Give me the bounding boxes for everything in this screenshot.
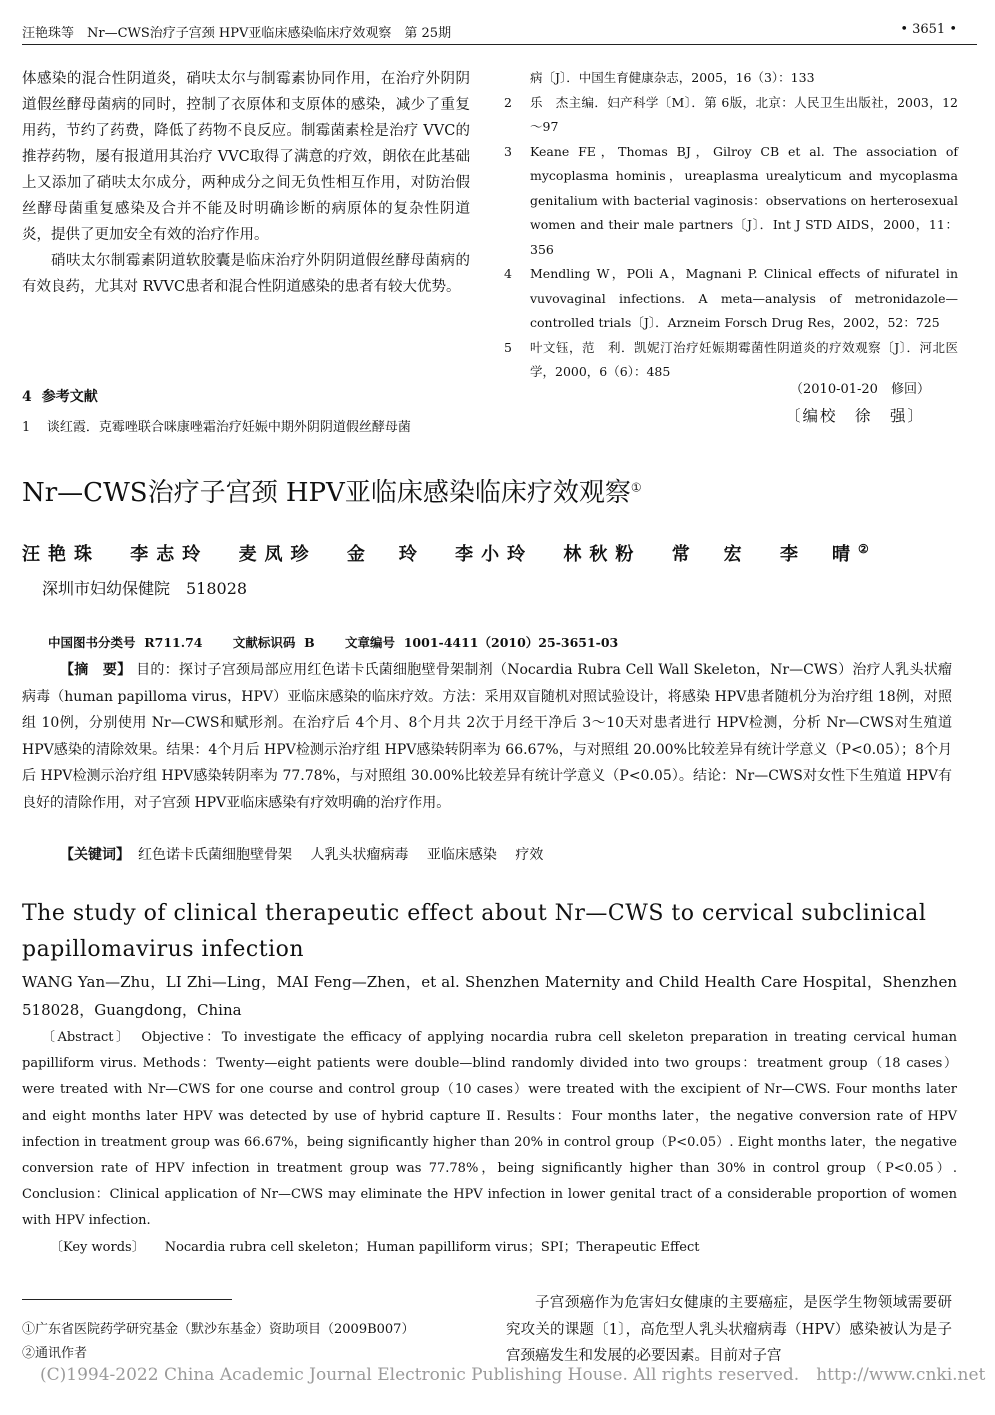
reference-item [500, 262, 958, 336]
editor-note: 〔编校 徐 强〕 [785, 407, 926, 425]
section-number: 4 [22, 389, 32, 405]
affiliation: 深圳市妇幼保健院 518028 [42, 579, 248, 598]
footnote-divider [22, 1299, 232, 1300]
reference-text: 乐 杰主编．妇产科学〔M〕．第 6版，北京：人民卫生出版社，2003，12～97 [530, 94, 958, 134]
doc-code-value: B [304, 635, 315, 650]
author: 李 晴 [779, 544, 858, 565]
reference-item [500, 91, 958, 140]
author: 林秋粉 [563, 544, 642, 565]
chinese-keywords [60, 844, 543, 864]
abstract-label: 【摘 要】 [60, 662, 132, 678]
author: 常 宏 [671, 544, 750, 565]
article-title [22, 472, 982, 509]
reference-number: 5 [504, 339, 512, 355]
abstract-text: 目的：探讨子宫颈局部应用红色诺卡氏菌细胞壁骨架制剂（Nocardia Rubra Cell Wall Skeleton，Nr—CWS）治疗人乳头状瘤病毒（human papilloma virus，HPV）亚临床感染的临床疗效。方法：采用双盲随机对照试验设计，将感染 HPV患者随机分为治疗组 18例，对照组 10例，分别使用 Nr—CWS和赋形剂。在治疗后 4个月、8个月共 2次于月经干净后 3～10天对患者进行 HPV检测，分析 Nr—CWS对生殖道 HPV感染的清除效果。结果：4个月后 HPV检测示治疗组 HPV感染转阴率为 66.67%，与对照组 20.00%比较差异有统计学意义（P<0.05）；8个月后 HPV检测示治疗组 HPV感染转阴率为 77.78%，与对照组 30.00%比较差异有统计学意义（P<0.05）。结论：Nr—CWS对女性下生殖道 HPV有良好的清除作用，对子宫颈 HPV亚临床感染有疗效明确的治疗作用。 [22, 662, 953, 811]
footnote: ②通讯作者 [22, 1346, 88, 1361]
classification-line [48, 633, 618, 651]
page-number: • 3651 • [900, 22, 957, 37]
body-text [506, 1290, 952, 1370]
author: 汪艳珠 [22, 544, 100, 565]
reference-item [500, 140, 958, 263]
references-heading [22, 386, 98, 406]
class-value: R711.74 [144, 635, 203, 650]
article-number-label: 文章编号 [345, 635, 396, 650]
class-label: 中国图书分类号 [48, 635, 136, 650]
keywords-text: Nocardia rubra cell skeleton；Human papilliform virus；SPI；Therapeutic Effect [164, 1240, 700, 1255]
reference-number: 3 [504, 143, 512, 159]
reference-text: Keane FE，Thomas BJ，Gilroy CB et al. The association of mycoplasma hominis，ureaplasma urealyticum and mycoplasma genitalium with bacterial vaginosis：observations on herterosexual women and their male partners〔J〕．Int J STD AIDS，2000，11：356 [530, 143, 958, 257]
abstract-label: 〔Abstract〕 [42, 1030, 132, 1045]
footnote-mark: ② [857, 542, 869, 556]
previous-article-text [22, 66, 470, 300]
keywords-text: 红色诺卡氏菌细胞壁骨架 人乳头状瘤病毒 亚临床感染 疗效 [138, 847, 544, 863]
header-title: 汪艳珠等 Nr—CWS治疗子宫颈 HPV亚临床感染临床疗效观察 第 25期 [22, 26, 452, 41]
paragraph: 硝呋太尔制霉素阴道软胶囊是临床治疗外阴阴道假丝酵母菌病的有效良药，尤其对 RVVC患者和混合性阴道感染的患者有较大优势。 [22, 253, 470, 295]
reference-item [22, 416, 470, 435]
author: 李小玲 [455, 544, 534, 565]
reference-number: 2 [504, 94, 512, 110]
english-title: The study of clinical therapeutic effect about Nr—CWS to cervical subclinical papillomavirus infection [22, 901, 927, 962]
keywords-label: 【关键词】 [60, 847, 130, 863]
reference-text: 叶文钰，范 利．凯妮汀治疗妊娠期霉菌性阴道炎的疗效观察〔J〕．河北医学，2000，6（6）：485 [530, 339, 958, 379]
reference-text: Mendling W，POli A，Magnani P. Clinical effects of nifuratel in vuvovaginal infections. A meta—analysis of metronidazole—controlled trials〔J〕．Arzneim Forsch Drug Res，2002，52：725 [530, 266, 958, 330]
english-authors: WANG Yan—Zhu，LI Zhi—Ling，MAI Feng—Zhen，et al. Shenzhen Maternity and Child Health Care Hospital，Shenzhen 518028，Guangdong，China [22, 973, 957, 1019]
footnote: ①广东省医院药学研究基金（默沙东基金）资助项目（2009B007） [22, 1322, 415, 1337]
paragraph: 体感染的混合性阴道炎，硝呋太尔与制霉素协同作用，在治疗外阴阴道假丝酵母菌病的同时，控制了衣原体和支原体的感染，减少了重复用药，节约了药费，降低了药物不良反应。制霉菌素栓是治疗 VVC的推荐药物，屡有报道用其治疗 VVC取得了满意的疗效，朗依在此基础上又添加了硝呋太尔成分，两种成分之间无负性相互作用，对防治假丝酵母菌重复感染及合并不能及时明确诊断的病原体的复杂性阴道炎，提供了更加安全有效的治疗作用。 [22, 71, 470, 243]
english-abstract [22, 1025, 957, 1235]
reference-item [500, 66, 958, 91]
keywords-label: 〔Key words〕 [50, 1240, 145, 1255]
article-number-value: 1001-4411（2010）25-3651-03 [403, 635, 619, 650]
author: 麦凤珍 [238, 544, 317, 565]
running-header [22, 22, 977, 45]
reference-number: 1 [22, 420, 31, 435]
english-keywords [50, 1236, 699, 1255]
footnote-mark: ① [630, 480, 642, 495]
section-title: 参考文献 [41, 389, 98, 405]
reference-text: 谈红霞．克霉唑联合咪康唑霜治疗妊娠中期外阴阴道假丝酵母菌 [46, 420, 411, 435]
abstract-text: Objective：To investigate the efficacy of applying nocardia rubra cell skeleton preparation in treating cervical human papilliform virus. Methods：Twenty—eight patients were double—blind randomly divided into two groups：treatment group（18 cases）were treated with Nr—CWS for one course and control group（10 cases）were treated with the excipient of Nr—CWS. Four months later and eight months later HPV was detected by use of hybrid capture Ⅱ. Results：Four months later，the negative conversion rate of HPV infection in treatment group was 66.67%，being significantly higher than 20% in control group（P<0.05）. Eight months later，the negative conversion rate of HPV infection in treatment group was 77.78%，being significantly higher than 30% in control group（P<0.05）. Conclusion：Clinical application of Nr—CWS may eliminate the HPV infection in lower genital tract of a considerable proportion of women with HPV infection. [22, 1030, 957, 1229]
title-text: Nr—CWS治疗子宫颈 HPV亚临床感染临床疗效观察 [22, 478, 631, 508]
references-list [500, 66, 958, 385]
author: 金 玲 [346, 544, 425, 565]
chinese-abstract [22, 657, 952, 816]
author-list [22, 540, 869, 566]
paragraph: 子宫颈癌作为危害妇女健康的主要癌症，是医学生物领域需要研究攻关的课题〔1〕，高危型人乳头状瘤病毒（HPV）感染被认为是子宫颈癌发生和发展的必要因素。目前对子宫 [506, 1295, 952, 1364]
revision-date: （2010-01-20 修回） [790, 382, 930, 397]
copyright-watermark: (C)1994-2022 China Academic Journal Electronic Publishing House. All rights reserved. http://www.cnki.net [40, 1365, 986, 1385]
footnotes [22, 1318, 482, 1366]
doc-code-label: 文献标识码 [232, 635, 296, 650]
reference-text: 病〔J〕．中国生育健康杂志，2005，16（3）：133 [530, 70, 815, 85]
reference-number: 4 [504, 266, 512, 281]
author: 李志玲 [130, 544, 209, 565]
